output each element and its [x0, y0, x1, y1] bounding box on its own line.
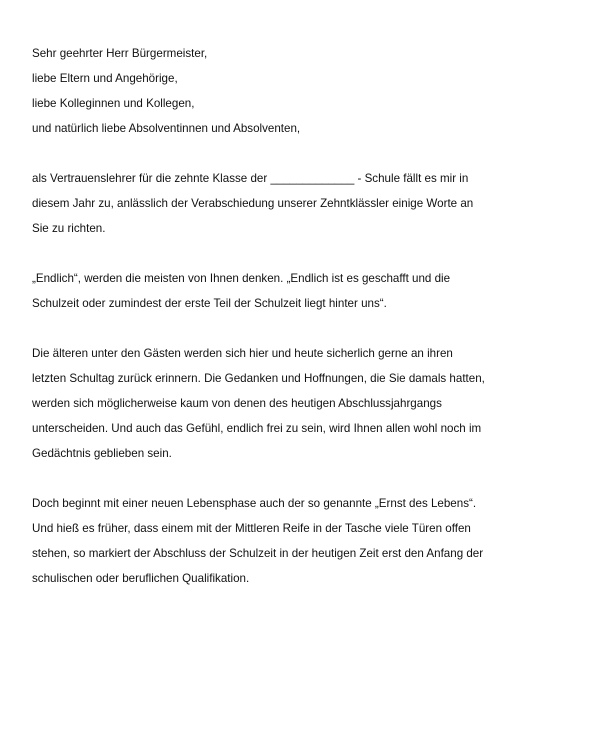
- paragraph-line: Die älteren unter den Gästen werden sich hier und heute sicherlich gerne an ihren: [32, 347, 453, 360]
- salutation-line: Sehr geehrter Herr Bürgermeister,: [32, 47, 208, 60]
- paragraph-line: als Vertrauenslehrer für die zehnte Klasse der _____________ - Schule fällt es mir in: [32, 172, 469, 185]
- paragraph-line: unterscheiden. Und auch das Gefühl, endlich frei zu sein, wird Ihnen allen wohl noch im: [32, 422, 482, 435]
- paragraph-4: [32, 491, 572, 591]
- paragraph-line: Gedächtnis geblieben sein.: [32, 447, 172, 460]
- paragraph-line: werden sich möglicherweise kaum von denen des heutigen Abschlussjahrgangs: [32, 397, 442, 410]
- salutation-line: liebe Kolleginnen und Kollegen,: [32, 97, 195, 110]
- paragraph-line: stehen, so markiert der Abschluss der Schulzeit in der heutigen Zeit erst den Anfang der: [32, 547, 484, 560]
- paragraph-1: [32, 166, 572, 241]
- paragraph-gap: [32, 466, 572, 491]
- paragraph-line: „Endlich“, werden die meisten von Ihnen denken. „Endlich ist es geschafft und die: [32, 272, 451, 285]
- paragraph-gap: [32, 141, 572, 166]
- paragraph-line: letzten Schultag zurück erinnern. Die Gedanken und Hoffnungen, die Sie damals hatten,: [32, 372, 485, 385]
- salutation-line: und natürlich liebe Absolventinnen und Absolventen,: [32, 122, 301, 135]
- paragraph-line: Und hieß es früher, dass einem mit der Mittleren Reife in der Tasche viele Türen offen: [32, 522, 471, 535]
- paragraph-line: Doch beginnt mit einer neuen Lebensphase auch der so genannte „Ernst des Lebens“.: [32, 497, 477, 510]
- paragraph-2: [32, 266, 572, 316]
- paragraph-gap: [32, 316, 572, 341]
- salutation-block: [32, 41, 572, 141]
- paragraph-line: Sie zu richten.: [32, 222, 106, 235]
- paragraph-line: diesem Jahr zu, anlässlich der Verabschiedung unserer Zehntklässler einige Worte an: [32, 197, 474, 210]
- paragraph-gap: [32, 241, 572, 266]
- paragraph-line: schulischen oder beruflichen Qualifikation.: [32, 572, 250, 585]
- salutation-line: liebe Eltern und Angehörige,: [32, 72, 178, 85]
- paragraph-line: Schulzeit oder zumindest der erste Teil der Schulzeit liegt hinter uns“.: [32, 297, 387, 310]
- paragraph-3: [32, 341, 572, 466]
